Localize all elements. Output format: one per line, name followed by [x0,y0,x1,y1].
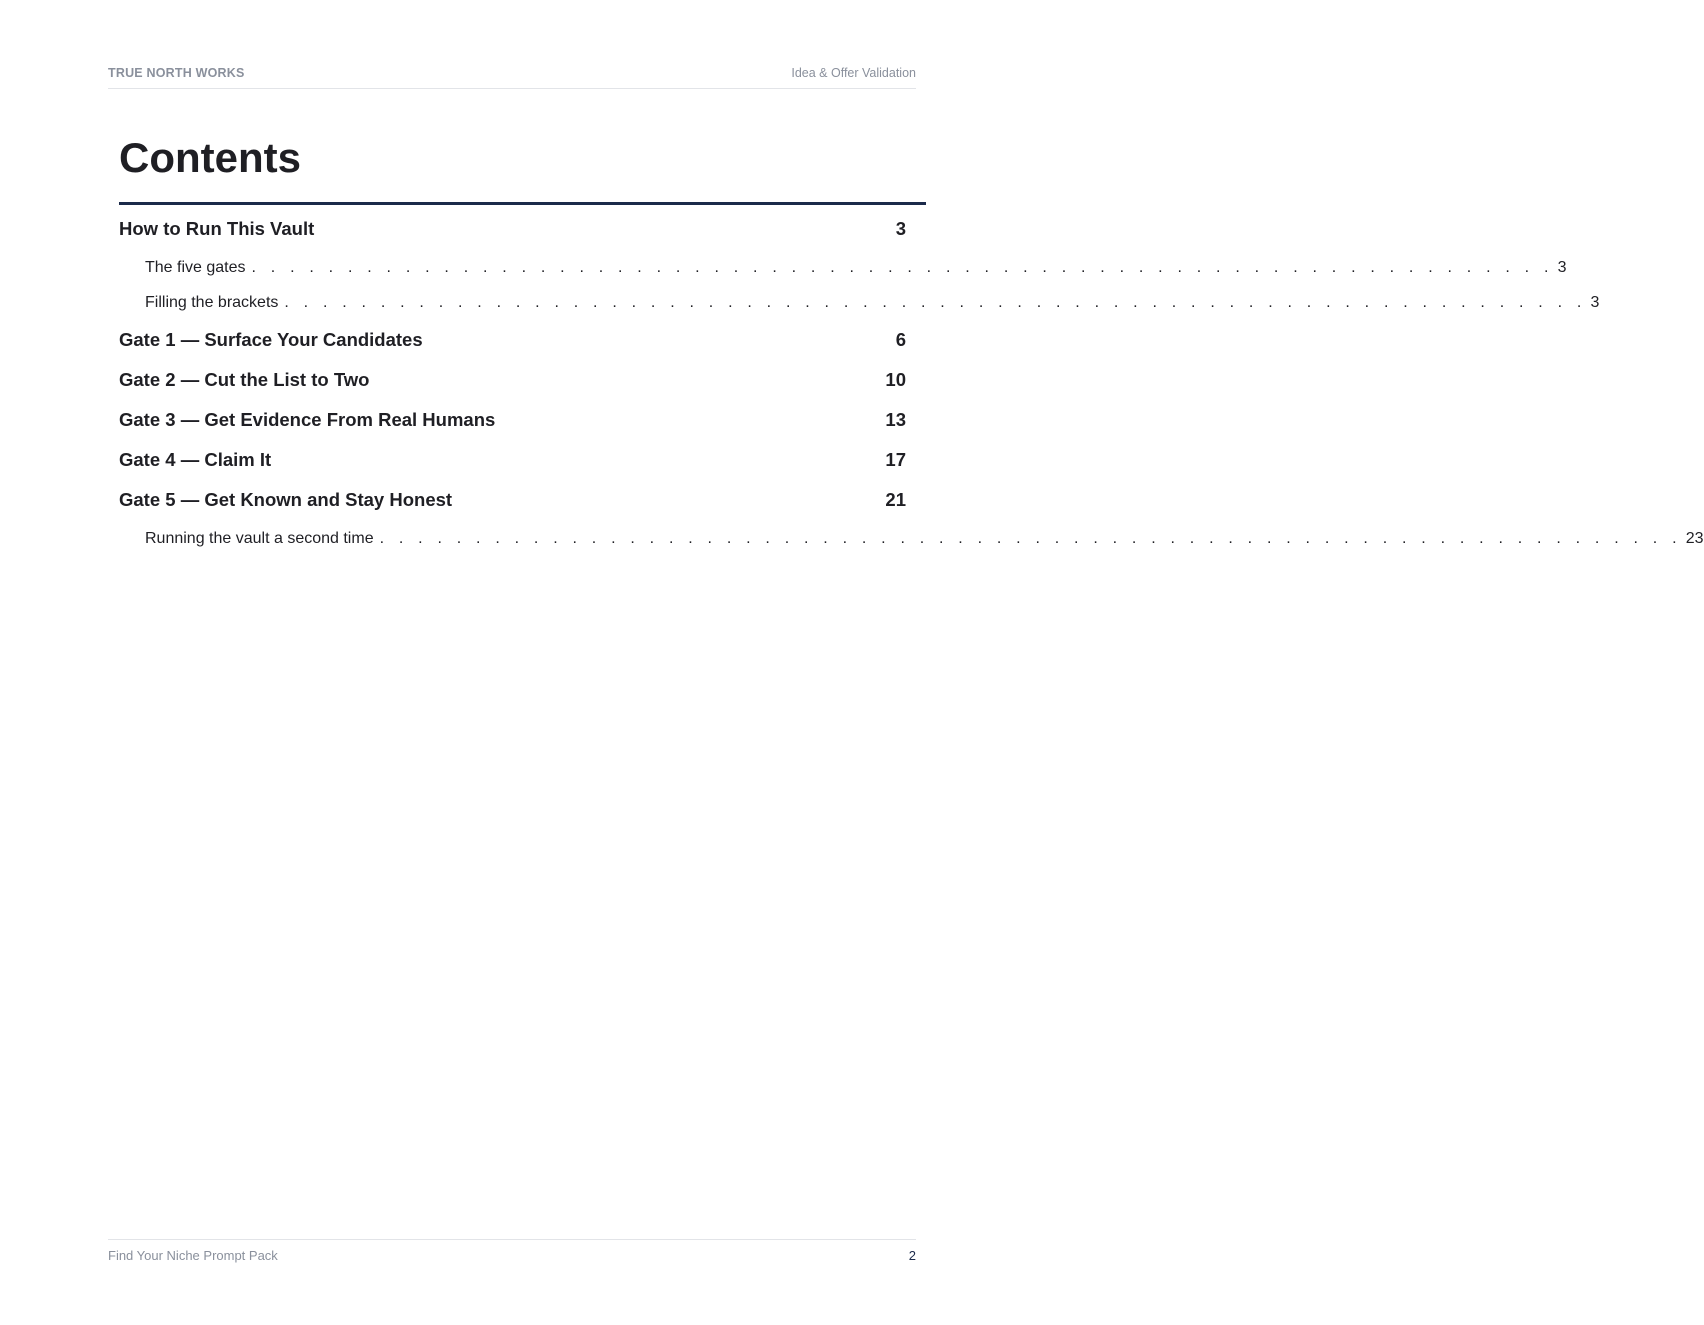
page-footer [108,1239,916,1270]
toc-entry-page: 21 [885,489,906,510]
toc-entry-filling-brackets[interactable] [119,294,1600,312]
document-name: Find Your Niche Prompt Pack [108,1248,278,1263]
toc-entry-five-gates[interactable] [119,259,1567,277]
toc-entry-gate-3[interactable] [119,409,906,431]
dot-leader: . . . . . . . . . . . . . . . . . . . . . . . . . . . . . . . . . . . . . . . . . . . . . . . . . . . . . . . . . . . . . . . . . . . . [379,530,1682,547]
section-label: Idea & Offer Validation [791,66,916,80]
toc-entry-title: Gate 4 — Claim It [119,449,272,470]
toc-entry-gate-2[interactable] [119,369,906,391]
toc-entry-title: The five gates [145,259,246,276]
page-number: 2 [908,1248,916,1263]
dot-leader: . . . . . . . . . . . . . . . . . . . . . . . . . . . . . . . . . . . . . . . . . . . . . . . . . . . . . . . . . . . . . . . . . . . . [251,259,1554,276]
toc-entry-title: How to Run This Vault [119,218,315,239]
dot-leader: . . . . . . . . . . . . . . . . . . . . . . . . . . . . . . . . . . . . . . . . . . . . . . . . . . . . . . . . . . . . . . . . . . . . [284,294,1587,311]
toc-entry-second-time[interactable] [119,530,1704,548]
toc-entry-title: Filling the brackets [145,294,279,311]
page-header [108,66,916,89]
toc-entry-page: 3 [1590,294,1600,311]
toc-entry-gate-4[interactable] [119,449,906,471]
toc-entry-title: Running the vault a second time [145,530,374,547]
toc-entry-gate-1[interactable] [119,329,906,351]
toc-entry-page: 23 [1685,530,1704,547]
toc-entry-how-to-run[interactable] [119,218,906,240]
title-divider [119,202,926,205]
toc-entry-title: Gate 1 — Surface Your Candidates [119,329,423,350]
toc-entry-title: Gate 2 — Cut the List to Two [119,369,370,390]
toc-entry-page: 17 [885,449,906,470]
page-title: Contents [119,134,301,181]
toc-entry-page: 13 [885,409,906,430]
toc-entry-page: 3 [895,218,906,239]
toc-entry-page: 3 [1557,259,1567,276]
toc-entry-page: 10 [885,369,906,390]
toc-entry-title: Gate 5 — Get Known and Stay Honest [119,489,453,510]
toc-entry-title: Gate 3 — Get Evidence From Real Humans [119,409,496,430]
brand-name: TRUE NORTH WORKS [108,66,245,80]
toc-entry-gate-5[interactable] [119,489,906,511]
toc-entry-page: 6 [895,329,906,350]
